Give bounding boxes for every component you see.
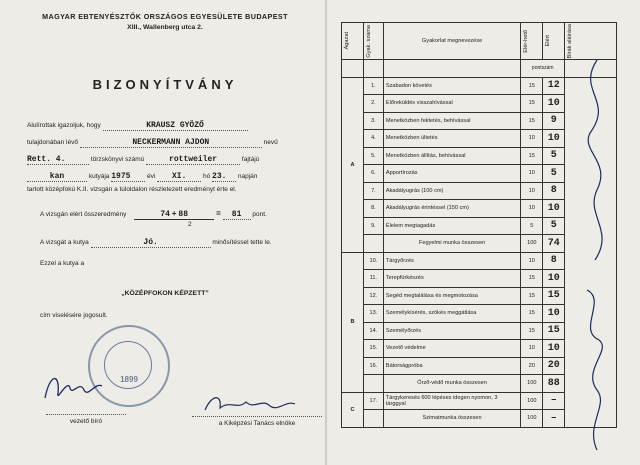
points-blank-1 [342, 60, 364, 78]
label-owner: Alulírottak igazoljuk, hogy [27, 122, 101, 129]
achieved-points: 5 [543, 217, 565, 235]
max-points: 5 [521, 217, 543, 235]
year-value: 1975 [111, 172, 131, 181]
exercise-number: 14. [363, 322, 383, 340]
achieved-points: 15 [543, 287, 565, 305]
grade-value: Jó. [143, 238, 158, 247]
section-total-label: Fegyelmi munka összesen [383, 235, 520, 253]
exercise-number: 17. [363, 392, 383, 410]
exercise-name: Apportírozás [383, 165, 520, 183]
header-max [521, 23, 543, 60]
day-field [212, 172, 236, 182]
score-numerator [134, 210, 214, 220]
max-points: 10 [521, 130, 543, 148]
max-points: 10 [521, 182, 543, 200]
owner-field [103, 121, 248, 131]
exercise-number: 10. [363, 252, 383, 270]
stud-value: Rett. 4. [27, 155, 66, 164]
line-dog [27, 138, 278, 148]
exercise-name: Menetközben állítás, behívással [383, 147, 520, 165]
exercise-number: 1. [363, 77, 383, 95]
year-field [111, 172, 145, 182]
exercise-name: Menetközben ültetés [383, 130, 520, 148]
exercise-name: Akadályugrás (100 cm) [383, 182, 520, 200]
total-blank [363, 410, 383, 428]
header-branch-text: Ágazat [344, 32, 350, 50]
achieved-points: 20 [543, 357, 565, 375]
dog-field [80, 138, 262, 148]
header-max-text: Elér-hető [523, 29, 530, 53]
grade-field [91, 238, 211, 248]
label-score: A vizsgán elért összeredmény [40, 211, 127, 218]
max-points: 10 [521, 340, 543, 358]
achieved-points: 10 [543, 130, 565, 148]
breed-field [146, 155, 240, 165]
score-eq: = [215, 210, 221, 219]
exercise-number: 9. [363, 217, 383, 235]
qualification-title: „KÖZÉPFOKON KÉPZETT” [121, 290, 209, 297]
organization-address: XIII., Wallenberg utca 2. [127, 24, 203, 31]
exercise-name: Személykísérés, szökés meggátlása [383, 305, 520, 323]
line-thus: Ezzel a kutya a [40, 260, 85, 267]
achieved-points: 10 [543, 200, 565, 218]
exercise-name: Terepfürkészés [383, 270, 520, 288]
right-page [327, 0, 640, 465]
max-points: 15 [521, 95, 543, 113]
header-number-text: Gyak. száma [365, 24, 372, 58]
owner-value: KRAUSZ GYÖZŐ [146, 121, 204, 130]
line-date [27, 172, 257, 182]
score-plus: + [171, 210, 177, 219]
achieved-points: 5 [543, 165, 565, 183]
line-owner [27, 121, 248, 131]
label-month: hó [202, 173, 211, 180]
max-points: 15 [521, 112, 543, 130]
max-points: 15 [521, 287, 543, 305]
exercise-name: Szabadon követés [383, 77, 520, 95]
breed-value: rottweiler [169, 155, 218, 164]
label-year: évi [147, 173, 156, 180]
max-points: 15 [521, 305, 543, 323]
month-value: XI. [171, 172, 187, 181]
max-points: 15 [521, 322, 543, 340]
total-value: 81 [231, 210, 242, 219]
exercise-number: 2. [363, 95, 383, 113]
line-grade [40, 238, 272, 248]
exercise-number: 16. [363, 357, 383, 375]
line-exam: tartott középfokú K.II. vizsgán a túloldalon részletezett eredményt érte el. [27, 186, 237, 193]
line-entitled: cím viselésére jogosult. [40, 312, 108, 319]
achieved-points: 10 [543, 305, 565, 323]
stamp-year: 1899 [120, 375, 138, 384]
label-stud: törzskönyvi számú [90, 156, 145, 163]
max-points: 100 [521, 392, 543, 410]
score-b: 88 [178, 210, 188, 219]
score-a: 74 [160, 210, 170, 219]
section-letter: B [342, 252, 364, 392]
max-points: 15 [521, 147, 543, 165]
section-letter: C [342, 392, 364, 427]
stud-field [27, 155, 89, 165]
section-total-max: 100 [521, 410, 543, 428]
achieved-points: 5 [543, 147, 565, 165]
stamp-inner-ring [104, 341, 152, 389]
score-divisor: 2 [188, 221, 192, 228]
exercise-number: 3. [363, 112, 383, 130]
chairman-signature [200, 388, 300, 418]
achieved-points: 10 [543, 340, 565, 358]
points-label: pontszám [521, 60, 565, 78]
exercise-number: 11. [363, 270, 383, 288]
exercise-number: 4. [363, 130, 383, 148]
chairman-label: a Kiképzési Tanács elnöke [192, 416, 322, 427]
sex-value: kan [49, 172, 65, 181]
exercise-name: Élelem megtagadás [383, 217, 520, 235]
label-points: pont. [252, 211, 267, 218]
total-field [223, 210, 251, 220]
exercise-number: 5. [363, 147, 383, 165]
exercise-number: 12. [363, 287, 383, 305]
section-total-label: Őrző-védő munka összesen [383, 375, 520, 393]
page-title: BIZONYÍTVÁNY [92, 77, 238, 92]
max-points: 10 [521, 200, 543, 218]
points-blank-2 [363, 60, 383, 78]
label-grade: A vizsgát a kutya [40, 239, 89, 246]
max-points: 15 [521, 270, 543, 288]
section-total-achieved: – [543, 410, 565, 428]
section-total-max: 100 [521, 375, 543, 393]
line-stud [27, 155, 259, 165]
judge-label: vezető bíró [46, 414, 126, 425]
section-total-max: 100 [521, 235, 543, 253]
total-blank [363, 375, 383, 393]
achieved-points: 9 [543, 112, 565, 130]
header-achieved-text: Elért [545, 35, 552, 47]
exercise-number: 13. [363, 305, 383, 323]
achieved-points: 10 [543, 95, 565, 113]
exercise-name: Bátorságpróba [383, 357, 520, 375]
achieved-points: 8 [543, 252, 565, 270]
achieved-points: 15 [543, 322, 565, 340]
achieved-points: 10 [543, 270, 565, 288]
exercise-name: Tárgyőrzés [383, 252, 520, 270]
judges-signatures [567, 40, 627, 460]
label-day: napján [237, 173, 258, 180]
day-value: 23. [212, 172, 227, 181]
exercise-name: Személyőrzés [383, 322, 520, 340]
header-exercise: Gyakorlat megnevezése [383, 23, 520, 60]
achieved-points: – [543, 392, 565, 410]
exercise-number: 7. [363, 182, 383, 200]
section-total-label: Szimatmunka összesen [383, 410, 520, 428]
exercise-name: Előreküldés visszahívással [383, 95, 520, 113]
max-points: 10 [521, 165, 543, 183]
sex-field [27, 172, 87, 182]
max-points: 10 [521, 252, 543, 270]
max-points: 15 [521, 77, 543, 95]
exercise-number: 8. [363, 200, 383, 218]
line-score [40, 210, 267, 220]
label-dog: tulajdonában lévő [27, 139, 78, 146]
judge-signature [40, 368, 110, 408]
exercise-name: Segéd megtalálása és megmotozása [383, 287, 520, 305]
header-branch [342, 23, 364, 60]
header-achieved [543, 23, 565, 60]
exercise-number: 6. [363, 165, 383, 183]
achieved-points: 8 [543, 182, 565, 200]
label-named: nevű [263, 139, 278, 146]
month-field [157, 172, 201, 182]
achieved-points: 12 [543, 77, 565, 95]
organization-name: MAGYAR EBTENYÉSZTŐK ORSZÁGOS EGYESÜLETE BUDAPEST [42, 12, 288, 21]
exercise-name: Tárgykeresés 600 lépéses idegen nyomon, 3 tárggyal [383, 392, 520, 410]
label-dogof: kutyája [88, 173, 110, 180]
exercise-name: Vezető védelme [383, 340, 520, 358]
exercise-number: 15. [363, 340, 383, 358]
section-total-achieved: 74 [543, 235, 565, 253]
label-breed: fajtájú [241, 156, 260, 163]
points-blank-3 [383, 60, 520, 78]
header-number [363, 23, 383, 60]
total-blank [363, 235, 383, 253]
section-letter: A [342, 77, 364, 252]
section-total-achieved: 88 [543, 375, 565, 393]
max-points: 20 [521, 357, 543, 375]
header-signature-text: Bírák aláírása [567, 23, 574, 59]
exercise-name: Menetközben fektetés, behívással [383, 112, 520, 130]
label-rated: minősítéssel tette le. [212, 239, 272, 246]
exercise-name: Akadályugrás érintéssel (150 cm) [383, 200, 520, 218]
dog-value: NECKERMANN AJDON [132, 138, 210, 147]
